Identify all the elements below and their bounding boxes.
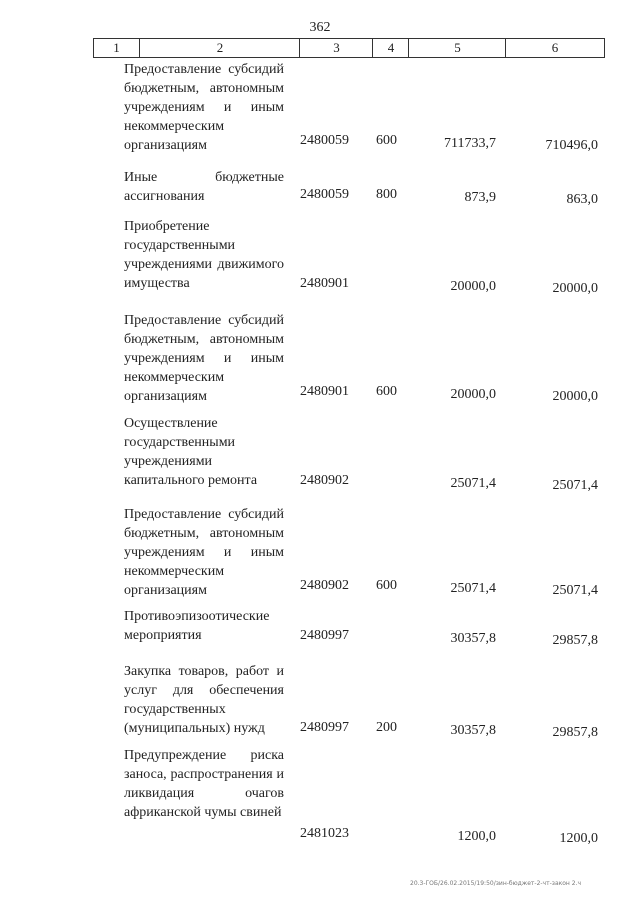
row-amount-2016: 25071,4 <box>450 581 496 596</box>
row-amount-2017: 29857,8 <box>552 633 598 648</box>
row-amount-2017: 1200,0 <box>559 831 598 846</box>
column-header-row <box>93 38 605 58</box>
row-amount-2017: 863,0 <box>566 192 598 207</box>
row-amount-2017: 20000,0 <box>552 281 598 296</box>
row-expense-type: 600 <box>376 384 397 399</box>
row-amount-2017: 29857,8 <box>552 725 598 740</box>
col-header-3: 3 <box>299 39 373 57</box>
row-target-code: 2481023 <box>300 826 349 841</box>
row-amount-2017: 710496,0 <box>545 138 598 153</box>
row-amount-2016: 1200,0 <box>457 829 496 844</box>
row-amount-2017: 25071,4 <box>552 583 598 598</box>
row-description: Иные бюджетные ассигнования <box>124 170 284 204</box>
row-description: Осуществление государственными учреждениями капитального ремонта <box>124 416 258 488</box>
row-target-code: 2480902 <box>300 473 349 488</box>
row-description: Противоэпизоотические мероприятия <box>124 609 270 643</box>
row-amount-2016: 30357,8 <box>450 631 496 646</box>
row-expense-type: 200 <box>376 720 397 735</box>
row-target-code: 2480902 <box>300 578 349 593</box>
row-description: Предоставление субсидий бюджетным, автономным учреждениям и иным некоммерческим организациям <box>124 507 284 598</box>
col-header-4: 4 <box>372 39 409 57</box>
row-expense-type: 600 <box>376 578 397 593</box>
row-amount-2016: 873,9 <box>464 190 496 205</box>
page-number: 362 <box>309 20 331 35</box>
row-amount-2016: 20000,0 <box>450 279 496 294</box>
col-header-6: 6 <box>505 39 604 57</box>
row-description: Предоставление субсидий бюджетным, автономным учреждениям и иным некоммерческим организациям <box>124 62 284 153</box>
row-target-code: 2480997 <box>300 628 349 643</box>
row-amount-2016: 711733,7 <box>444 136 496 151</box>
row-expense-type: 600 <box>376 133 397 148</box>
footer-stamp: 20.3-ГОБ/26.02.2015/19:50/зин-бюджет-2-чт-закон 2.ч <box>410 880 582 887</box>
row-target-code: 2480059 <box>300 187 349 202</box>
row-amount-2016: 20000,0 <box>450 387 496 402</box>
row-description: Закупка товаров, работ и услуг для обеспечения государственных (муниципальных) нужд <box>124 664 284 736</box>
col-header-5: 5 <box>408 39 506 57</box>
row-amount-2016: 25071,4 <box>450 476 496 491</box>
col-header-1: 1 <box>113 40 120 55</box>
row-expense-type: 800 <box>376 187 397 202</box>
row-description: Приобретение государственными учреждениями движимого имущества <box>124 219 284 291</box>
row-target-code: 2480901 <box>300 276 349 291</box>
row-description: Предоставление субсидий бюджетным, автономным учреждениям и иным некоммерческим организациям <box>124 313 284 404</box>
row-target-code: 2480059 <box>300 133 349 148</box>
row-target-code: 2480901 <box>300 384 349 399</box>
row-amount-2017: 20000,0 <box>552 389 598 404</box>
row-amount-2017: 25071,4 <box>552 478 598 493</box>
row-target-code: 2480997 <box>300 720 349 735</box>
col-header-2: 2 <box>139 39 300 57</box>
row-amount-2016: 30357,8 <box>450 723 496 738</box>
row-description: Предупреждение риска заноса, распространения и ликвидация очагов африканской чумы свиней <box>124 748 284 820</box>
